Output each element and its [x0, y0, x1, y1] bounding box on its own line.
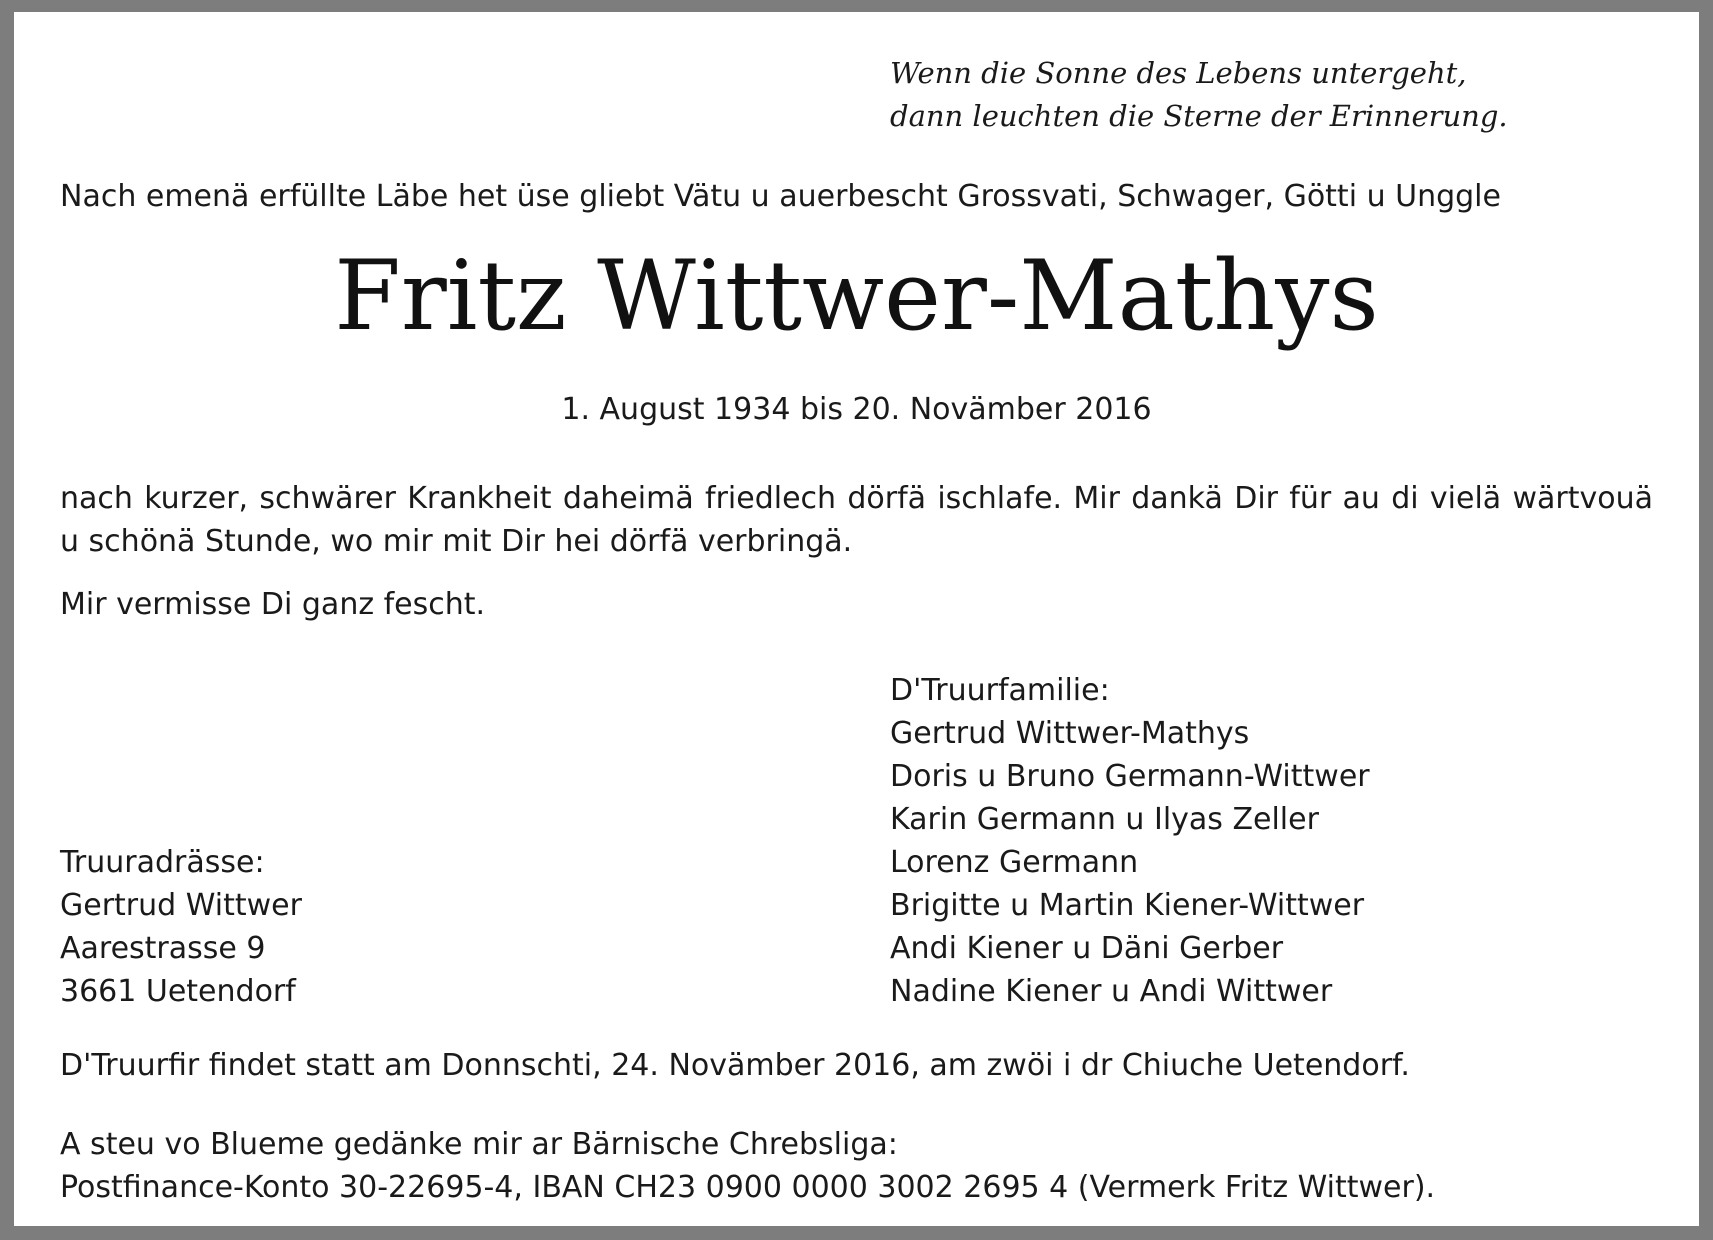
intro-text: Nach emenä erfüllte Läbe het üse gliebt Vätu u auerbescht Grossvati, Schwager, Götti u Unggle: [60, 179, 1501, 214]
mourning-family: [890, 669, 1370, 1013]
address-line: Aarestrasse 9: [60, 931, 266, 966]
family-member: Lorenz Germann: [890, 845, 1139, 880]
address-line: Gertrud Wittwer: [60, 888, 302, 923]
family-member: Andi Kiener u Däni Gerber: [890, 931, 1284, 966]
epigraph-quote: [890, 52, 1508, 138]
address-heading: Truuradrässe:: [60, 845, 265, 880]
mourning-address: [60, 841, 302, 1013]
family-member: Nadine Kiener u Andi Wittwer: [890, 974, 1333, 1009]
donation-line-1: A steu vo Blueme gedänke mir ar Bärnische Chrebsliga:: [60, 1127, 898, 1162]
funeral-notice: D'Truurfir findet statt am Donnschti, 24. Novämber 2016, am zwöi i dr Chiuche Uetendorf.: [60, 1048, 1410, 1083]
donation-notice: [60, 1123, 1435, 1209]
family-member: Brigitte u Martin Kiener-Wittwer: [890, 888, 1365, 923]
miss-line: Mir vermisse Di ganz fescht.: [60, 587, 486, 622]
family-member: Karin Germann u Ilyas Zeller: [890, 802, 1319, 837]
message-paragraph: nach kurzer, schwärer Krankheit daheimä friedlech dörfä ischlafe. Mir dankä Dir für au di vielä wärtvouä u schönä Stunde, wo mir mit Dir hei dörfä verbringä.: [60, 481, 1653, 559]
family-member: Doris u Bruno Germann-Wittwer: [890, 759, 1370, 794]
family-heading: D'Truurfamilie:: [890, 673, 1110, 708]
obituary-card: [14, 12, 1699, 1226]
deceased-name: Fritz Wittwer-Mathys: [334, 240, 1379, 352]
donation-line-2: Postfinance-Konto 30-22695-4, IBAN CH23 0900 0000 3002 2695 4 (Vermerk Fritz Wittwer).: [60, 1170, 1436, 1205]
family-member: Gertrud Wittwer-Mathys: [890, 716, 1250, 751]
quote-line-1: Wenn die Sonne des Lebens untergeht,: [890, 56, 1467, 90]
quote-line-2: dann leuchten die Sterne der Erinnerung.: [890, 99, 1508, 133]
life-dates: 1. August 1934 bis 20. Novämber 2016: [561, 392, 1152, 427]
address-line: 3661 Uetendorf: [60, 974, 296, 1009]
